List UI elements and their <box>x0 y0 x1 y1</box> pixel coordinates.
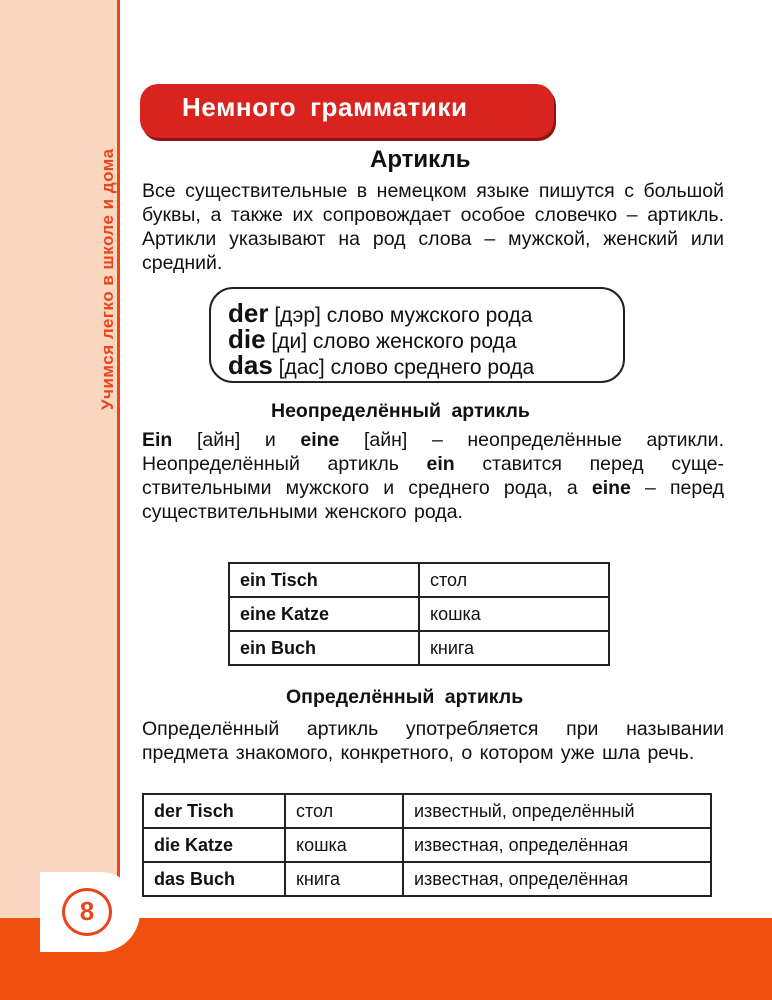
article-word: die <box>228 324 266 354</box>
article-meaning: слово женского рода <box>312 330 517 353</box>
german-cell: eine Katze <box>229 597 419 631</box>
table-row <box>143 828 711 862</box>
table-row <box>143 794 711 828</box>
table-row <box>143 862 711 896</box>
banner-title: Немного грамматики <box>182 92 468 122</box>
russian-cell: кошка <box>419 597 609 631</box>
indefinite-paragraph <box>142 428 724 524</box>
russian-cell: кошка <box>285 828 403 862</box>
article-paragraph: Все существительные в немецком языке пишутся с большой буквы, а также их сопровождает особое словечко – артикль. Артикли указывают на род слова – мужской, женский или средний. <box>142 180 724 274</box>
definite-table <box>142 793 712 897</box>
article-word: das <box>228 350 273 380</box>
table-row <box>229 597 609 631</box>
text-run: ставится перед существительными мужского и среднего рода, а <box>142 453 724 499</box>
note-cell: известная, определённая <box>403 862 711 896</box>
definite-heading: Определённый артикль <box>286 686 524 708</box>
text-run: [айн] – неопределённые артикли. Неопределённый артикль <box>142 429 724 475</box>
german-cell: ein Buch <box>229 631 419 665</box>
definite-paragraph: Определённый артикль употребляется при назывании предмета знакомого, конкретного, о котором уже шла речь. <box>142 718 724 764</box>
bold-eine: eine <box>591 477 631 499</box>
article-transcription: [ди] <box>271 330 308 353</box>
indefinite-heading: Неопределённый артикль <box>271 400 530 422</box>
bold-ein: Ein <box>142 429 173 451</box>
bold-ein: ein <box>426 453 455 475</box>
article-meaning: слово мужского рода <box>326 304 533 327</box>
russian-cell: стол <box>419 563 609 597</box>
table-row <box>229 631 609 665</box>
german-cell: die Katze <box>143 828 285 862</box>
article-word: der <box>228 298 269 328</box>
german-cell: der Tisch <box>143 794 285 828</box>
text-run: – перед существительными женского рода. <box>142 477 724 523</box>
russian-cell: книга <box>419 631 609 665</box>
text-run: [айн] и <box>172 429 301 451</box>
article-transcription: [дэр] <box>274 304 321 327</box>
article-transcription: [дас] <box>278 356 325 379</box>
german-cell: ein Tisch <box>229 563 419 597</box>
russian-cell: книга <box>285 862 403 896</box>
indefinite-table <box>228 562 610 666</box>
bold-eine: eine <box>300 429 340 451</box>
note-cell: известный, определённый <box>403 794 711 828</box>
note-cell: известная, определённая <box>403 828 711 862</box>
table-row <box>229 563 609 597</box>
article-meaning: слово среднего рода <box>330 356 535 379</box>
page-number: 8 <box>62 888 112 936</box>
sidebar-title: Учимся легко в школе и дома <box>98 148 117 410</box>
article-line-das <box>228 350 534 381</box>
russian-cell: стол <box>285 794 403 828</box>
article-heading: Артикль <box>370 146 471 173</box>
german-cell: das Buch <box>143 862 285 896</box>
